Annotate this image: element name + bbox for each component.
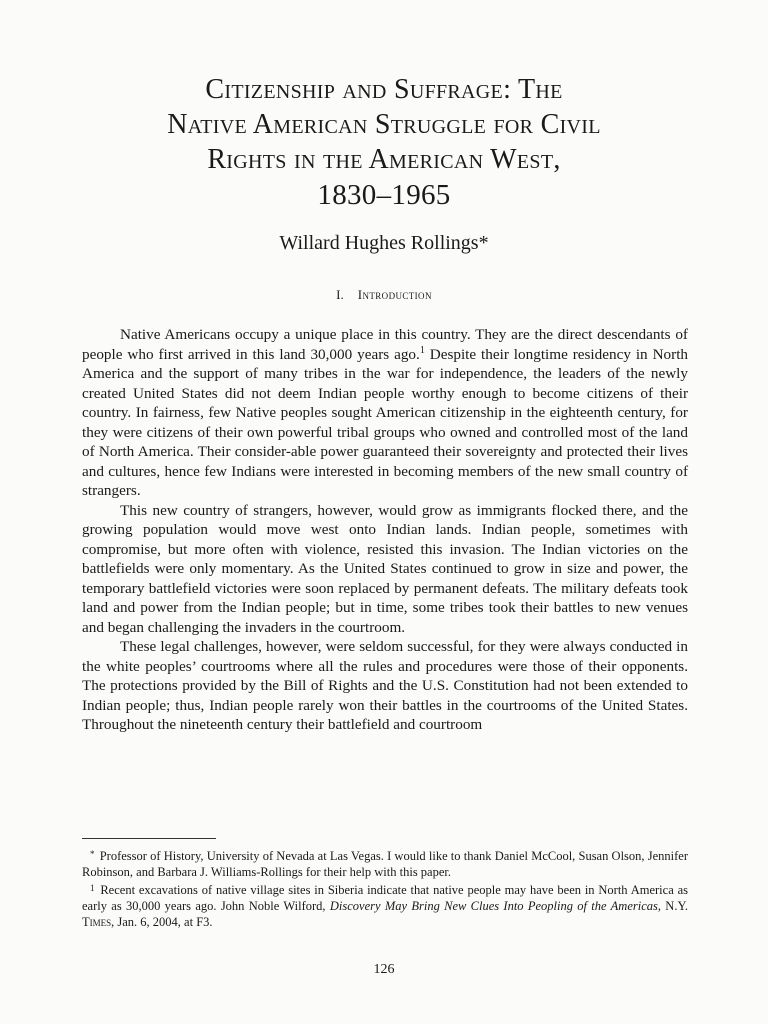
footnotes [82, 846, 688, 930]
footnote-1-cited-title: Discovery May Bring New Clues Into Peopling of the Americas [329, 899, 658, 913]
footnote-1-date: , Jan. 6, 2004, at F3. [111, 915, 213, 929]
footnote-divider [82, 838, 216, 839]
footnote-1-publication: Times [82, 915, 112, 929]
author-name: Willard Hughes Rollings* [279, 232, 489, 254]
footnote-author-mark: * [90, 849, 95, 859]
page-number: 126 [373, 962, 395, 977]
paragraph-1-text-b: Despite their longtime residency in North America and the support of many tribes in the war for independence, the leaders of the newly created United States did not deem Indian people worthy enough to become citizens of their country. In fairness, few Native peoples sought American citizenship in the eighteenth century, for they were citizens of their own powerful tribal groups who owned and controlled most of the land of North America. Their consider-able power guaranteed their sovereignty and protected their lives and cultures, hence few Indians were interested in becoming members of the new small country of strangers. [82, 345, 689, 499]
footnote-1-text: Recent excavations of native village sites in Siberia indicate that native people may have been in North America as early as 30,000 years ago. John Noble Wilford, [82, 883, 688, 913]
footnote-ref-1[interactable]: 1 [419, 344, 425, 356]
footnote-1-mark: 1 [90, 883, 95, 893]
section-number: I. [336, 287, 344, 302]
footnote-author-text: Professor of History, University of Nevada at Las Vegas. I would like to thank Daniel McCool, Susan Olson, Jennifer Robinson, and Barbara J. Williams-Rollings for their help with this paper. [82, 849, 688, 879]
body-text [82, 325, 688, 735]
title-line-1: Citizenship and Suffrage: The [205, 74, 563, 105]
title-line-3: Rights in the American West, [207, 144, 561, 175]
section-heading [60, 287, 708, 303]
paragraph-2: This new country of strangers, however, would grow as immigrants flocked there, and the growing population would move west onto Indian lands. Indian people, sometimes with compromise, but more often with violence, resisted this invasion. The Indian victories on the battlefields were only momentary. As the United States continued to grow in size and power, the temporary battlefield victories were soon replaced by permanent defeats. The military defeats took land and power from the Indian people; but in time, some tribes took their battles to new venues and began challenging the invaders in the courtroom. [82, 501, 688, 636]
article-title [60, 72, 708, 213]
paragraph-1-text-a: Native Americans occupy a unique place in this country. They are the direct descendants of people who first arrived in this land 30,000 years ago. [82, 326, 688, 363]
footnote-1-separator: , N.Y. [657, 899, 688, 913]
footnote-1 [82, 880, 688, 930]
section-label: Introduction [357, 287, 432, 302]
paragraph-3: These legal challenges, however, were seldom successful, for they were always conducted in the white peoples’ courtrooms where all the rules and procedures were those of their opponents. The protections provided by the Bill of Rights and the U.S. Constitution had not been extended to Indian people; thus, Indian people rarely won their battles in the courtrooms of the United States. Throughout the nineteenth century their battlefield and courtroom [82, 638, 688, 733]
paragraph-1 [82, 325, 688, 501]
footnote-author [82, 846, 688, 880]
title-years: 1830–1965 [317, 179, 451, 211]
title-line-2: Native American Struggle for Civil [167, 109, 601, 140]
